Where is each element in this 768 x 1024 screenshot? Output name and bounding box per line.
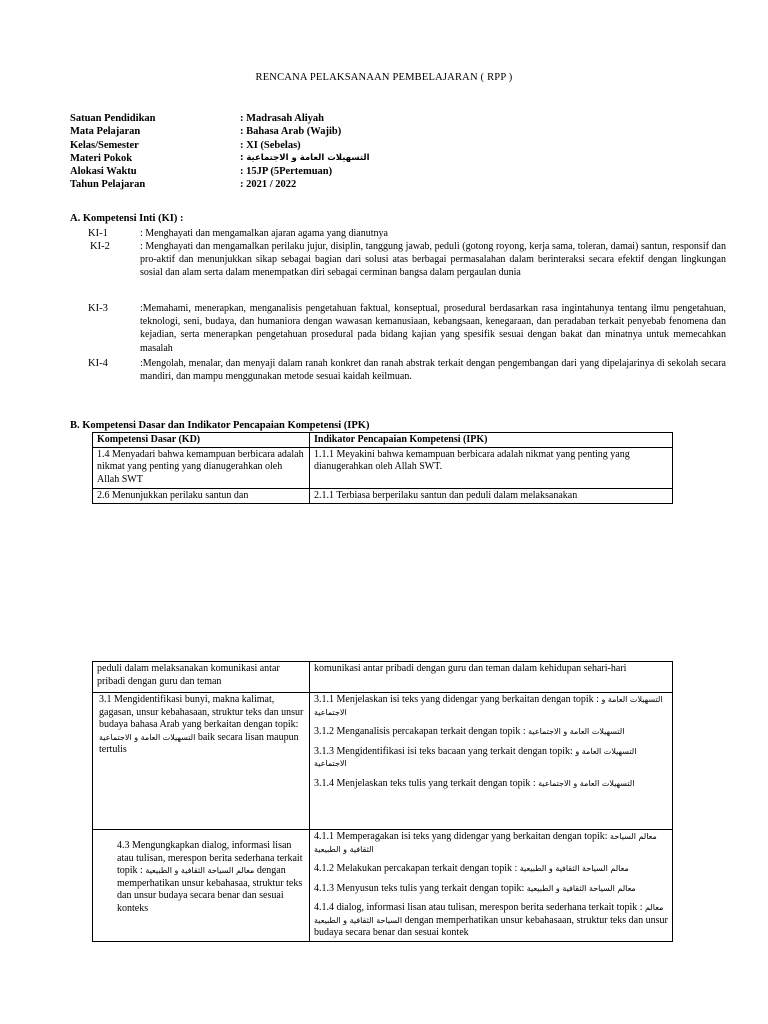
- ipk-text: 4.1.2 Melakukan percakapan terkait dengan topik :: [314, 863, 518, 874]
- table-row: [93, 662, 673, 693]
- table-row: [93, 488, 673, 504]
- kd-3-1-text-end: baik secara lisan maupun tertulis: [99, 731, 299, 755]
- ipk-cell: 2.1.1 Terbiasa berperilaku santun dan peduli dalam melaksanakan: [310, 488, 673, 504]
- ki-4-text: :Mengolah, menalar, dan menyaji dalam ranah konkret dan ranah abstrak terkait dengan pengembangan dari yang dipelajarinya di sekolah secara mandiri, dan mampu menggunakan metode sesuai kaidah keilmuan.: [140, 358, 726, 383]
- info-label-materi: Materi Pokok: [70, 153, 133, 164]
- info-value-mapel: : Bahasa Arab (Wajib): [240, 126, 342, 137]
- table-row: [93, 830, 673, 942]
- kd-3-1-arabic-topic: التسهيلات العامة و الاجتماعية: [99, 732, 196, 742]
- ipk-cell-4-3: [310, 830, 673, 942]
- kd-4-3-arabic-topic: معالم السياحة الثقافية و الطبيعية: [145, 866, 255, 875]
- ipk-text: 4.1.3 Menyusun teks tulis yang terkait dengan topik:: [314, 882, 525, 894]
- ki-3-code: KI-3: [88, 303, 108, 314]
- info-value-satuan: : Madrasah Aliyah: [240, 113, 325, 124]
- info-label-kelas: Kelas/Semester: [70, 140, 139, 151]
- col-header-kd: Kompetensi Dasar (KD): [93, 433, 310, 448]
- ipk-text: 3.1.2 Menganalisis percakapan terkait dengan topik :: [314, 726, 526, 737]
- ipk-arabic-topic: معالم السياحة الثقافية و الطبيعية: [314, 832, 657, 854]
- ki-3-text: :Memahami, menerapkan, menganalisis pengetahuan faktual, konseptual, prosedural berdasarkan rasa ingintahunya tentang ilmu pengetahuan, teknologi, seni, budaya, dan humaniora dengan wawasan kemanusiaan, kebangsaan, kenegaraan, dan peradaban terkait penyebab fenomena dan kejadian, serta menerapkan pengetahuan prosedural pada bidang kajian yang spesifik sesuai dengan bakat dan minatnya untuk memecahkan masalah: [140, 303, 726, 354]
- ipk-text: 4.1.4 dialog, informasi lisan atau tulisan, merespon berita sederhana terkait topik :: [314, 902, 643, 913]
- ipk-3-1-2: [314, 726, 668, 739]
- section-a-heading: A. Kompetensi Inti (KI) :: [70, 213, 184, 224]
- info-label-satuan: Satuan Pendidikan: [70, 113, 156, 124]
- ipk-arabic-topic: معالم السياحة الثقافية و الطبيعية: [526, 883, 636, 893]
- ipk-4-1-3: [314, 883, 668, 896]
- section-b-heading: B. Kompetensi Dasar dan Indikator Pencapaian Kompetensi (IPK): [70, 420, 370, 431]
- col-header-ipk: Indikator Pencapaian Kompetensi (IPK): [310, 433, 673, 448]
- info-label-tahun: Tahun Pelajaran: [70, 179, 146, 190]
- kd-3-1-text: 3.1 Mengidentifikasi bunyi, makna kalimat, gagasan, unsur kebahasaan, struktur teks dan unsur budaya bahasa Arab yang berkaitan dengan topik:: [99, 694, 304, 730]
- ipk-arabic-topic: التسهيلات العامة و الاجتماعية: [528, 727, 625, 736]
- ipk-arabic-topic: التسهيلات العامة و الاجتماعية: [314, 695, 663, 717]
- ipk-3-1-4: [314, 778, 668, 791]
- ipk-arabic-topic: التسهيلات العامة و الاجتماعية: [538, 778, 635, 788]
- ipk-3-1-3: [314, 746, 668, 771]
- kd-cell: 1.4 Menyadari bahwa kemampuan berbicara adalah nikmat yang penting yang dianugerahkan oleh Allah SWT: [93, 447, 310, 488]
- ipk-cell: 1.1.1 Meyakini bahwa kemampuan berbicara adalah nikmat yang penting yang dianugerahkan oleh Allah SWT.: [310, 447, 673, 488]
- kd-ipk-table-2: [92, 661, 673, 942]
- document-title: RENCANA PELAKSANAAN PEMBELAJARAN ( RPP ): [255, 72, 513, 83]
- table-row: [93, 693, 673, 830]
- kd-ipk-table-1: [92, 432, 673, 504]
- ipk-4-1-1: [314, 831, 668, 856]
- ipk-cell: komunikasi antar pribadi dengan guru dan teman dalam kehidupan sehari-hari: [310, 662, 673, 693]
- table-row: [93, 447, 673, 488]
- ipk-3-1-1: [314, 694, 668, 719]
- ki-2-text: : Menghayati dan mengamalkan perilaku jujur, disiplin, tanggung jawab, peduli (gotong royong, kerja sama, toleran, damai) santun, responsif dan pro-aktif dan menunjukkan sikap sebagai bagian dari solusi atas berbagai permasalahan dalam berinteraksi secara efektif dengan lingkungan sosial dan alam serta dalam menempatkan diri sebagai cerminan bangsa dalam pergaulan dunia: [140, 241, 726, 279]
- ipk-text: 3.1.4 Menjelaskan teks tulis yang terkait dengan topik :: [314, 777, 536, 789]
- ipk-arabic-topic: معالم السياحة الثقافية و الطبيعية: [314, 903, 664, 925]
- ipk-text: 4.1.1 Memperagakan isi teks yang didengar yang berkaitan dengan topik:: [314, 831, 608, 842]
- ki-1-text: : Menghayati dan mengamalkan ajaran agama yang dianutnya: [140, 228, 388, 239]
- kd-cell-3-1: [93, 693, 310, 830]
- kd-4-3-text-end: dengan memperhatikan unsur kebahasaa, struktur teks dan unsur budaya secara benar dan sesuai konteks: [117, 865, 303, 914]
- ipk-text-end: dengan memperhatikan unsur kebahasaan, struktur teks dan unsur budaya secara benar dan sesuai kontek: [314, 914, 668, 938]
- kd-cell: 2.6 Menunjukkan perilaku santun dan: [93, 488, 310, 504]
- info-value-tahun: : 2021 / 2022: [240, 179, 297, 190]
- ipk-arabic-topic: معالم السياحة الثقافية و الطبيعية: [519, 864, 629, 873]
- ki-2-code: KI-2: [90, 241, 110, 252]
- ki-1-code: KI-1: [88, 228, 108, 239]
- ipk-4-1-4: [314, 902, 668, 940]
- info-value-materi: : التسهيلات العامة و الاجتماعية: [240, 153, 370, 163]
- info-value-kelas: : XI (Sebelas): [240, 140, 301, 151]
- kd-cell-4-3: [93, 830, 310, 942]
- ipk-cell-3-1: [310, 693, 673, 830]
- table-header-row: [93, 433, 673, 448]
- kd-4-3-text: 4.3 Mengungkapkan dialog, informasi lisan atau tulisan, merespon berita sederhana terkait topik :: [117, 840, 303, 876]
- info-label-alokasi: Alokasi Waktu: [70, 166, 137, 177]
- ipk-arabic-topic: التسهيلات العامة و الاجتماعية: [314, 746, 637, 768]
- ki-4-code: KI-4: [88, 358, 108, 369]
- ipk-text: 3.1.1 Menjelaskan isi teks yang didengar yang berkaitan dengan topik :: [314, 694, 599, 705]
- ipk-4-1-2: [314, 863, 668, 876]
- kd-cell: peduli dalam melaksanakan komunikasi antar pribadi dengan guru dan teman: [93, 662, 310, 693]
- info-label-mapel: Mata Pelajaran: [70, 126, 141, 137]
- ipk-text: 3.1.3 Mengidentifikasi isi teks bacaan yang terkait dengan topik:: [314, 745, 573, 757]
- info-value-alokasi: : 15JP (5Pertemuan): [240, 166, 333, 177]
